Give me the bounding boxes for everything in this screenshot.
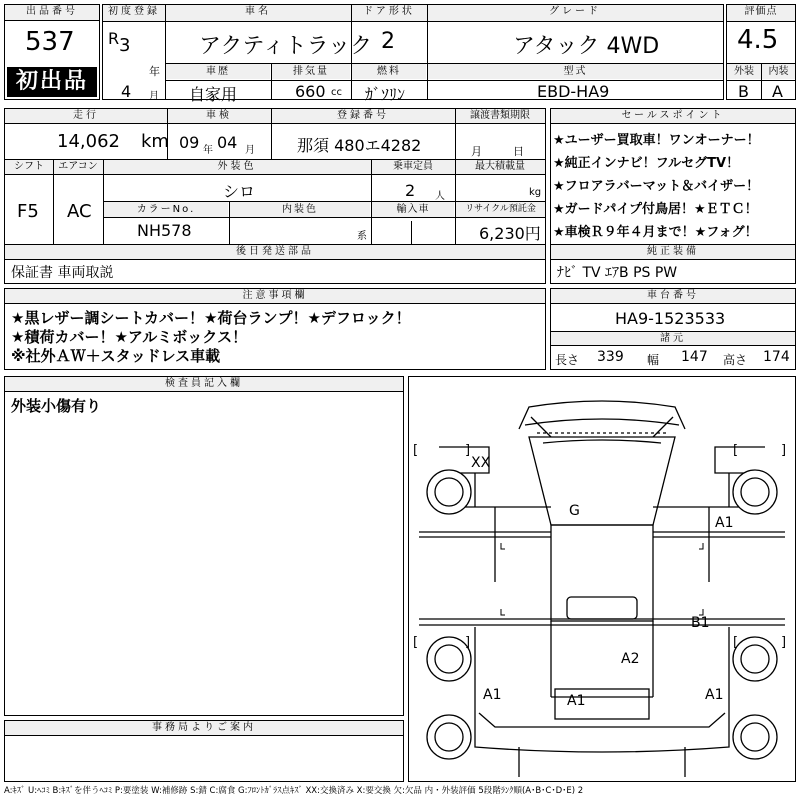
sales-points-box	[550, 108, 796, 284]
length-label: 長さ	[555, 353, 580, 367]
details-box	[4, 108, 546, 284]
shift-label: シフト	[5, 160, 53, 175]
length: 339	[597, 349, 624, 365]
notes-box	[4, 288, 546, 370]
damage-mark: A1	[483, 687, 502, 703]
year-unit: 年	[149, 65, 160, 78]
ext-score-label: 外装	[727, 64, 761, 79]
damage-mark: A2	[621, 651, 640, 667]
ext-score: B	[738, 82, 749, 101]
bracket-left-front: [	[413, 443, 419, 458]
capacity-label: 乗車定員	[371, 160, 455, 175]
month-unit: 月	[149, 91, 159, 102]
door-label: ドア形状	[351, 5, 427, 22]
inspector-note: 外装小傷有り	[11, 397, 102, 415]
sales-points-label: セールスポイント	[551, 109, 795, 124]
damage-mark: A1	[705, 687, 724, 703]
damage-mark: B1	[691, 615, 710, 631]
reg-number: 那須 480エ4282	[297, 136, 422, 155]
note-line: ★黒レザー調シートカバー！★荷台ランプ！★デフロック！	[11, 309, 411, 327]
model-label: 型式	[428, 64, 723, 79]
displacement-label: 排気量	[272, 64, 350, 79]
sales-point: ★車検Ｒ９年４月まで！★フォグ！	[553, 225, 758, 240]
chassis-label: 車台番号	[551, 289, 795, 304]
body-color: シロ	[223, 182, 256, 201]
insp-year-unit: 年	[203, 145, 213, 156]
sales-point: ★ユーザー買取車！ワンオーナー！	[553, 133, 760, 148]
transfer-month-unit: 月	[471, 145, 482, 158]
bracket-left-front-r: [	[733, 443, 739, 458]
capacity: 2	[405, 181, 416, 200]
damage-mark: A1	[567, 693, 586, 709]
int-score-label: 内装	[762, 64, 795, 79]
bracket-right-rear-r: ]	[781, 635, 787, 650]
sales-point: ★純正インナビ！フルセグTV！	[553, 156, 740, 171]
km-unit: km	[141, 131, 169, 152]
bracket-right-rear: ]	[465, 635, 471, 650]
inspection-year: 09	[179, 133, 200, 152]
transfer-day-unit: 日	[513, 145, 524, 158]
history: 自家用	[189, 85, 238, 104]
score-label: 評価点	[727, 5, 795, 22]
damage-mark: A1	[715, 515, 734, 531]
cc-unit: cc	[331, 87, 342, 98]
door-count: 2	[381, 29, 395, 54]
color-no-label: カラーNo.	[104, 202, 228, 217]
first-reg-label: 初度登録	[103, 5, 165, 22]
recycle-fee: 6,230円	[479, 224, 541, 243]
grade: アタック 4WD	[513, 34, 660, 59]
bracket-right-front-r: ]	[781, 443, 787, 458]
bracket-right-front: ]	[465, 443, 471, 458]
bracket-left-rear: [	[413, 635, 419, 650]
recycle-label: リサイクル預託金	[456, 202, 545, 217]
note-line: ※社外ＡＷ＋スタッドレス車載	[11, 347, 221, 365]
fuel: ｶﾞｿﾘﾝ	[365, 85, 406, 104]
truck-diagram	[409, 377, 795, 781]
sales-point: ★フロアラバーマット＆バイザー！	[553, 179, 760, 194]
notes-label: 注意事項欄	[5, 289, 545, 304]
inspector-label: 検査員記入欄	[5, 377, 403, 392]
damage-mark: G	[569, 503, 580, 519]
width: 147	[681, 349, 708, 365]
office-box	[4, 720, 404, 782]
chassis-box	[550, 288, 796, 370]
color-label: 外装色	[103, 160, 371, 175]
lot-number-label: 出品番号	[5, 5, 99, 21]
later-parts-label: 後日発送部品	[5, 245, 545, 260]
equipment-label: 純正装備	[551, 245, 795, 260]
lot-number: 537	[25, 27, 75, 57]
capacity-unit: 人	[435, 191, 445, 202]
note-line: ★積荷カバー！★アルミボックス！	[11, 328, 248, 346]
height: 174	[763, 349, 790, 365]
vehicle-info-box	[102, 4, 724, 104]
first-reg-month: 4	[121, 82, 132, 101]
transfer-label: 譲渡書類期限	[455, 109, 545, 124]
era-letter: R	[108, 29, 120, 48]
car-name: アクティトラック	[199, 34, 373, 59]
damage-mark: XX	[471, 455, 491, 471]
import-label: 輸入車	[372, 202, 454, 217]
load-unit: kg	[529, 187, 542, 198]
load-label: 最大積載量	[455, 160, 545, 175]
mileage: 14,062	[57, 131, 120, 152]
history-label: 車歴	[166, 64, 270, 79]
fuel-label: 燃料	[352, 64, 426, 79]
chassis-number: HA9-1523533	[615, 309, 726, 328]
insp-month-unit: 月	[245, 145, 255, 156]
int-color-unit: 系	[357, 231, 367, 242]
office-label: 事務局よりご案内	[5, 721, 403, 736]
int-score: A	[772, 82, 783, 101]
condition-diagram	[408, 376, 796, 782]
legend: A:ｷｽﾞ U:ﾍｺﾐ B:ｷｽﾞを伴うﾍｺﾐ P:要塗装 W:補修跡 S:錆 C:腐食 G:ﾌﾛﾝﾄｶﾞﾗｽ点ｷｽﾞ XX:交換済み X:要交換 欠:欠品 内・外装評価 5段階ﾗﾝｸ順(A･B･C･D･E) 2	[4, 786, 584, 796]
int-color-label: 内装色	[230, 202, 370, 217]
inspection-month: 04	[217, 133, 238, 152]
car-name-label: 車名	[165, 5, 351, 22]
shift: F5	[17, 201, 39, 222]
sales-point: ★ガードパイプ付鳥居！★ＥＴＣ！	[553, 202, 758, 217]
mileage-label: 走行	[5, 109, 167, 124]
bracket-left-rear-r: [	[733, 635, 739, 650]
color-number: NH578	[137, 221, 192, 240]
later-parts: 保証書 車両取説	[11, 265, 114, 281]
wheel-icons	[427, 470, 777, 759]
height-label: 高さ	[723, 353, 748, 367]
model-code: EBD-HA9	[537, 82, 610, 101]
first-reg-year: 3	[119, 35, 131, 56]
displacement: 660	[295, 82, 326, 101]
ac: AC	[67, 201, 92, 222]
inspection-label: 車検	[167, 109, 271, 124]
first-listing-badge: 初出品	[7, 67, 97, 97]
equipment: ﾅﾋﾞ TV ｴｱB PS PW	[557, 265, 678, 281]
width-label: 幅	[647, 353, 660, 367]
score: 4.5	[737, 25, 779, 55]
inspector-box	[4, 376, 404, 716]
ac-label: エアコン	[53, 160, 103, 175]
dims-label: 諸元	[551, 332, 795, 346]
grade-label: グレード	[427, 5, 723, 22]
lot-number-box	[4, 4, 100, 100]
score-box	[726, 4, 796, 100]
reg-label: 登録番号	[271, 109, 455, 124]
